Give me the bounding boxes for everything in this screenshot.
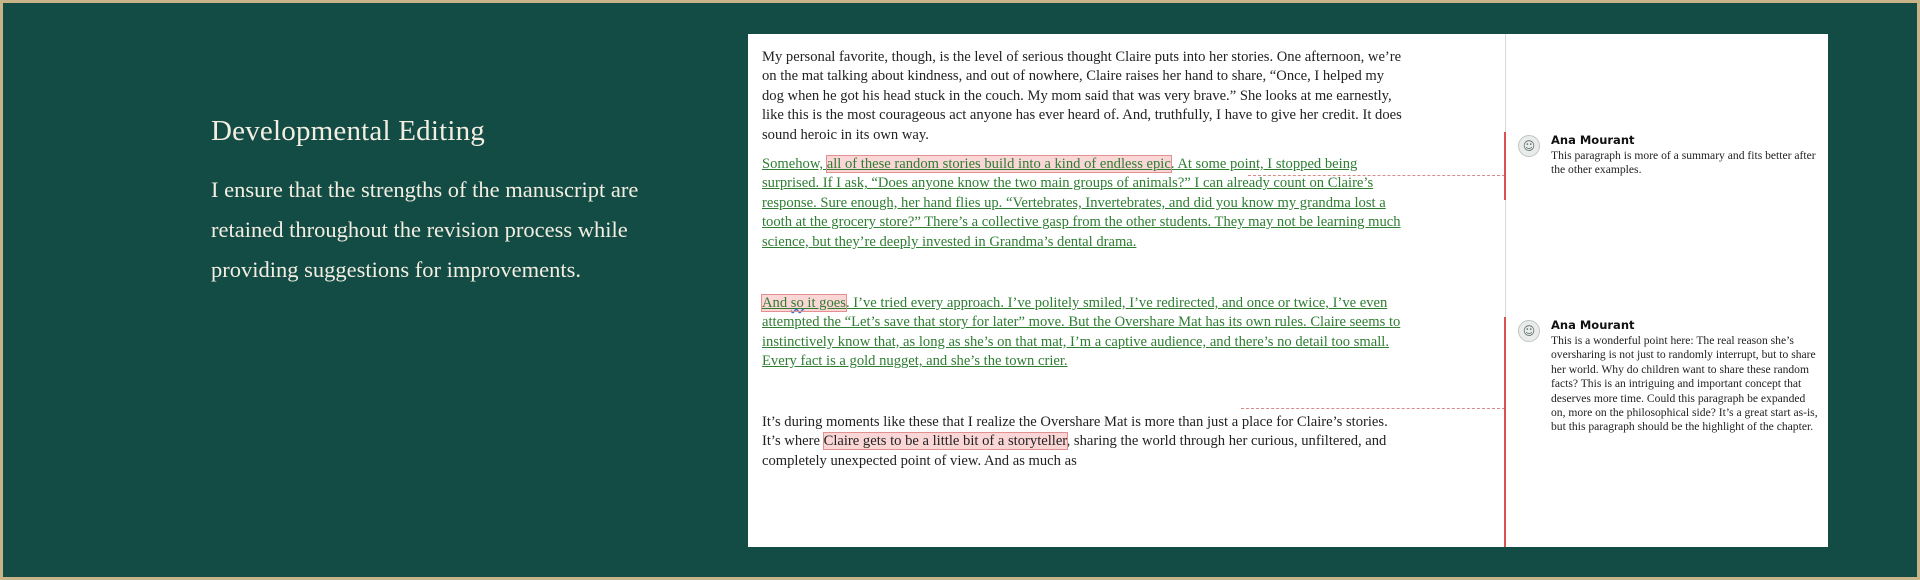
- comment-anchor-2[interactable]: Claire gets to be a little bit of a storyteller: [823, 433, 1067, 450]
- paragraph-4-start: It’s during moments like these that I realize the Overshare Mat is more than just a place for Claire’s stories. It’s where: [762, 413, 1388, 450]
- user-avatar-icon: ☺: [1518, 320, 1540, 342]
- comment-text: This is a wonderful point here: The real reason she’s oversharing is not just to randomly interrupt, but to share her world. Why do children want to share these random facts? This is an intriguing and important concept that deserves more time. Could this paragraph be expanded on, more on the philosophical side? It’s a great start as-is, but this paragraph should be the highlight of the chapter.: [1551, 334, 1818, 434]
- tracked-deletion-anchor[interactable]: [762, 295, 846, 311]
- comment-author: Ana Mourant: [1551, 133, 1635, 147]
- paragraph-3-rest: . I’ve tried every approach. I’ve politely smiled, I’ve redirected, and once or twice, I’ve even attempted the “Let’s save that story for later” move. But the Overshare Mat has its own rules. Claire seems to instinctively know that, as long as she’s on that mat, I’m a captive audience, and there’s no detail too small. Every fact is a gold nugget, and she’s the town crier.: [762, 295, 1401, 370]
- intro-section: [211, 115, 651, 290]
- paragraph-2-start: Somehow,: [762, 156, 827, 173]
- spelling-flag: so: [790, 295, 804, 312]
- comment-bar-1: [1504, 132, 1506, 200]
- comment-anchor-1[interactable]: all of these random stories build into a kind of endless epic: [826, 156, 1171, 173]
- paragraph-4-rest: , sharing the world through her curious, unfiltered, and completely unexpected point of view. And as much as: [762, 433, 1387, 469]
- comment-connector-2: [1241, 408, 1505, 409]
- comment-author: Ana Mourant: [1551, 318, 1635, 332]
- paragraph-2-insertion: [762, 155, 1407, 252]
- paragraph-3-goes: it goes: [803, 295, 846, 312]
- paragraph-1: My personal favorite, though, is the level of serious thought Claire puts into her stories. One afternoon, we’re on the mat talking about kindness, and out of nowhere, Claire raises her hand to share, “Once, I helped my dog when he got his head stuck in the couch. My mom said that was very brave.” She looks at me earnestly, like this is the most courageous act anyone has ever heard of. And, truthfully, I have to give her credit. It does sound heroic in its own way.: [762, 49, 1402, 143]
- paragraph-4: [762, 413, 1407, 471]
- paragraph-2-rest: . At some point, I stopped being surprised. If I ask, “Does anyone know the two main groups of animals?” I can already count on Claire’s response. Sure enough, her hand flies up. “Vertebrates, Invertebrates, and did you know my grandma lost a tooth at the grocery store?” There’s a collective gasp from the other students. They may not be learning much science, but they’re deeply invested in Grandma’s dental drama.: [762, 156, 1401, 250]
- comment-bar-2: [1504, 317, 1506, 547]
- comment-text: This paragraph is more of a summary and fits better after the other examples.: [1551, 149, 1816, 177]
- document-screenshot: [748, 34, 1828, 547]
- page-frame: [3, 3, 1917, 577]
- comment-connector-1: [1248, 175, 1505, 176]
- section-title: Developmental Editing: [211, 115, 485, 147]
- section-description: I ensure that the strengths of the manuscript are retained throughout the revision process while providing suggestions for improvements.: [211, 177, 639, 282]
- user-avatar-icon: ☺: [1518, 135, 1540, 157]
- paragraph-3-insertion: [762, 294, 1407, 372]
- paragraph-3-and: And: [762, 295, 791, 312]
